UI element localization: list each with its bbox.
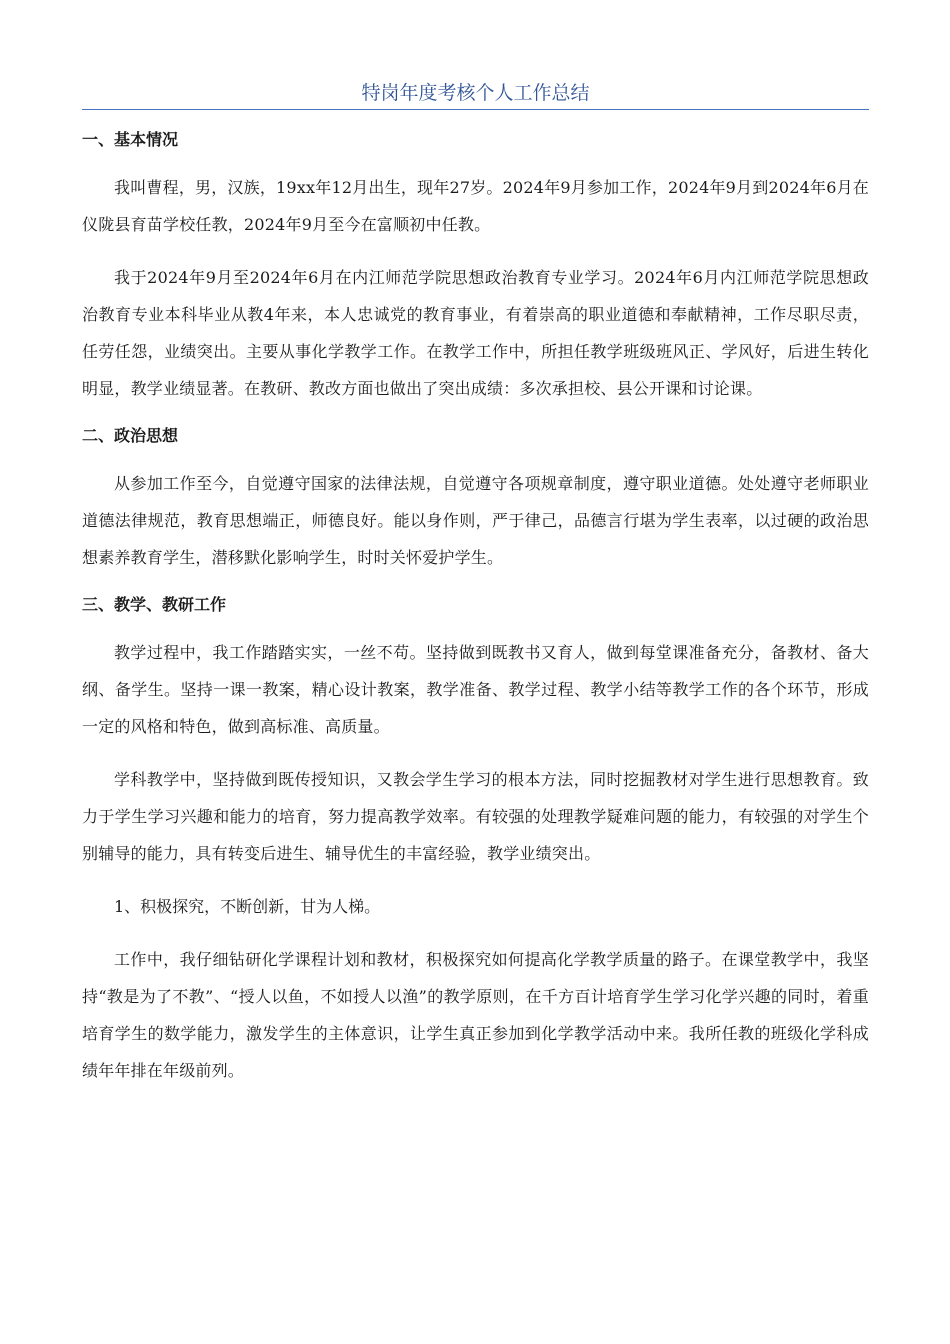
paragraph-teaching-2: 学科教学中，坚持做到既传授知识，又教会学生学习的根本方法，同时挖掘教材对学生进行思想教育。致力于学生学习兴趣和能力的培育，努力提高教学效率。有较强的处理教学疑难问题的能力，有较强的对学生个别辅导的能力，具有转变后进生、辅导优生的丰富经验，教学业绩突出。 [82,770,869,863]
numbered-item-1: 1、积极探究，不断创新，甘为人梯。 [114,897,381,916]
paragraph-politics-1: 从参加工作至今，自觉遵守国家的法律法规，自觉遵守各项规章制度，遵守职业道德。处处遵守老师职业道德法律规范，教育思想端正，师德良好。能以身作则，严于律己，品德言行堪为学生表率，以过硬的政治思想素养教育学生，潜移默化影响学生，时时关怀爱护学生。 [82,474,869,567]
section-heading-basic: 一、基本情况 [82,130,179,149]
section-heading-politics: 二、政治思想 [82,426,179,445]
title-underline [82,109,869,110]
document-title: 特岗年度考核个人工作总结 [361,82,590,104]
paragraph-teaching-3: 工作中，我仔细钻研化学课程计划和教材，积极探究如何提高化学教学质量的路子。在课堂教学中，我坚持“教是为了不教”、“授人以鱼，不如授人以渔”的教学原则，在千方百计培育学生学习化学兴趣的同时，着重培育学生的数学能力，激发学生的主体意识，让学生真正参加到化学教学活动中来。我所任教的班级化学科成绩年年排在年级前列。 [82,950,869,1080]
section-heading-teaching: 三、教学、教研工作 [82,595,227,614]
paragraph-basic-1: 我叫曹程，男，汉族，19xx年12月出生，现年27岁。2024年9月参加工作，2024年9月到2024年6月在仪陇县育苗学校任教，2024年9月至今在富顺初中任教。 [82,178,869,234]
document-page [82,78,869,1089]
paragraph-basic-2: 我于2024年9月至2024年6月在内江师范学院思想政治教育专业学习。2024年6月内江师范学院思想政治教育专业本科毕业从教4年来，本人忠诚党的教育事业，有着崇高的职业道德和奉献精神，工作尽职尽责，任劳任怨，业绩突出。主要从事化学教学工作。在教学工作中，所担任教学班级班风正、学风好，后进生转化明显，教学业绩显著。在教研、教改方面也做出了突出成绩：多次承担校、县公开课和讨论课。 [82,268,869,398]
paragraph-teaching-1: 教学过程中，我工作踏踏实实，一丝不苟。坚持做到既教书又育人，做到每堂课准备充分，备教材、备大纲、备学生。坚持一课一教案，精心设计教案，教学准备、教学过程、教学小结等教学工作的各个环节，形成一定的风格和特色，做到高标准、高质量。 [82,643,869,736]
